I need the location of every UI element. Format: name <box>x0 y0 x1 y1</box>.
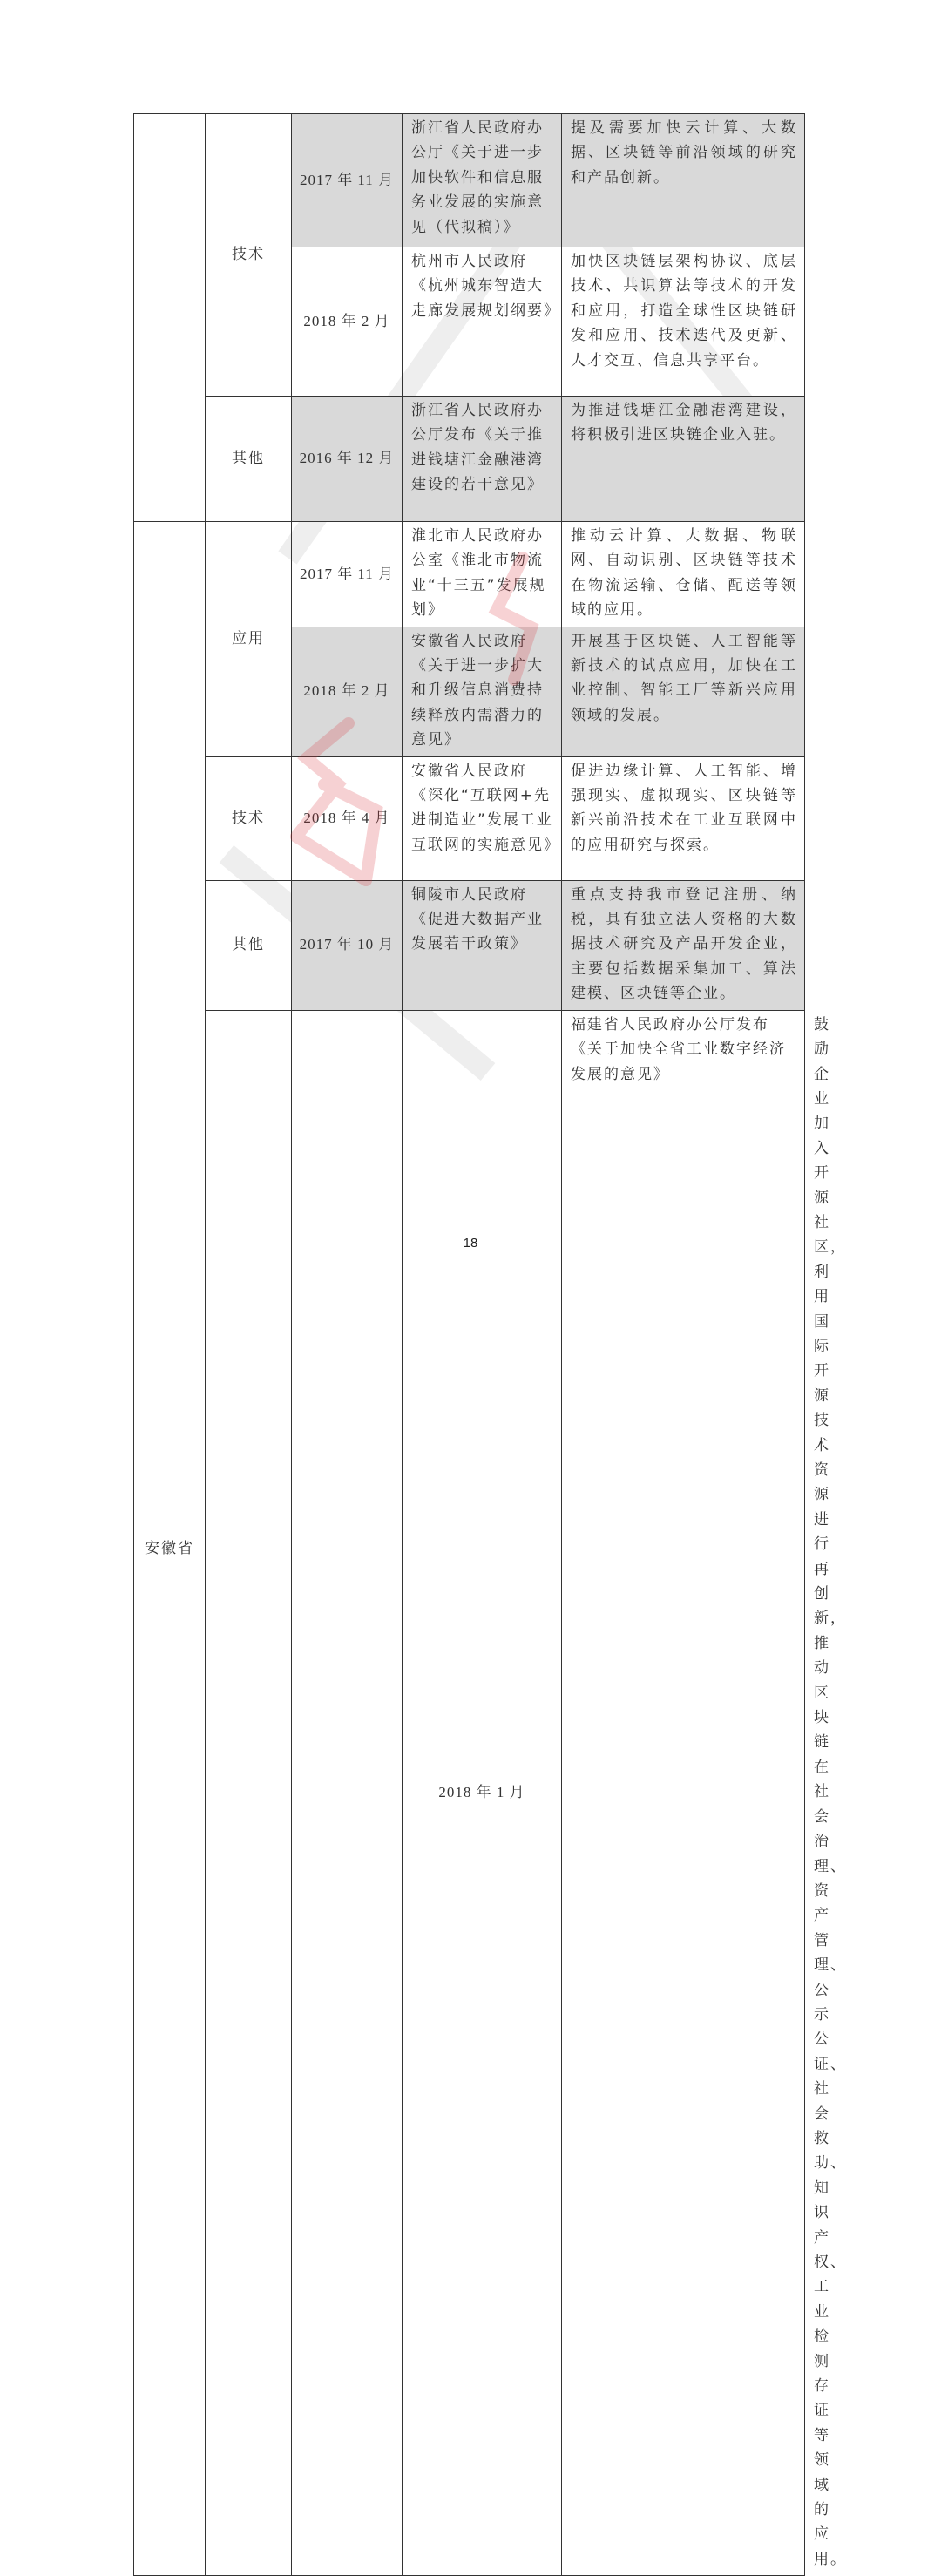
content-cell: 促进边缘计算、人工智能、增强现实、虚拟现实、区块链等新兴前沿技术在工业互联网中的应用研究与探索。 <box>562 756 805 880</box>
table-row <box>134 522 805 627</box>
table-row <box>134 756 805 880</box>
category-cell: 技术 <box>206 756 292 880</box>
region-cell <box>134 114 206 522</box>
date-cell: 2018 年 2 月 <box>292 247 403 397</box>
category-cell: 应用 <box>206 522 292 757</box>
page-number: 18 <box>463 1236 478 1251</box>
content-cell: 加快区块链层架构协议、底层技术、共识算法等技术的开发和应用，打造全球性区块链研发和应用、技术迭代及更新、人才交互、信息共享平台。 <box>562 247 805 397</box>
document-cell: 福建省人民政府办公厅发布《关于加快全省工业数字经济发展的意见》 <box>562 1010 805 2576</box>
table-row <box>134 114 805 247</box>
date-cell: 2018 年 2 月 <box>292 627 403 756</box>
document-cell: 安徽省人民政府《关于进一步扩大和升级信息消费持续释放内需潜力的意见》 <box>403 627 562 756</box>
content-cell: 推动云计算、大数据、物联网、自动识别、区块链等技术在物流运输、仓储、配送等领域的应用。 <box>562 522 805 627</box>
category-cell: 其他 <box>206 397 292 522</box>
content-cell: 开展基于区块链、人工智能等新技术的试点应用，加快在工业控制、智能工厂等新兴应用领域的发展。 <box>562 627 805 756</box>
document-cell: 浙江省人民政府办公厅《关于进一步加快软件和信息服务业发展的实施意见（代拟稿）》 <box>403 114 562 247</box>
document-cell: 浙江省人民政府办公厅发布《关于推进钱塘江金融港湾建设的若干意见》 <box>403 397 562 522</box>
category-cell: 其他 <box>206 880 292 1010</box>
category-cell: 技术 <box>206 114 292 397</box>
content-cell: 为推进钱塘江金融港湾建设，将积极引进区块链企业入驻。 <box>562 397 805 522</box>
document-cell: 铜陵市人民政府《促进大数据产业发展若干政策》 <box>403 880 562 1010</box>
table-row <box>134 397 805 522</box>
table-row: 2018 年 1 月 福建省人民政府办公厅发布《关于加快全省工业数字经济发展的意见》 鼓励企业加入开源社区，利用国际开源技术资源进行再创新，推动区块链在社会治理、资产管理、公示公证、社会救助、知识产权、工业检测存证等领域的应用。 <box>134 1010 805 2576</box>
content-cell: 提及需要加快云计算、大数据、区块链等前沿领域的研究和产品创新。 <box>562 114 805 247</box>
date-cell: 2017 年 11 月 <box>292 114 403 247</box>
date-cell: 2017 年 11 月 <box>292 522 403 627</box>
region-cell-anhui: 安徽省 <box>134 522 206 2576</box>
document-cell: 杭州市人民政府《杭州城东智造大走廊发展规划纲要》 <box>403 247 562 397</box>
date-cell: 2017 年 10 月 <box>292 880 403 1010</box>
table-row <box>134 880 805 1010</box>
document-cell: 淮北市人民政府办公室《淮北市物流业“十三五”发展规划》 <box>403 522 562 627</box>
policy-table <box>133 113 847 2576</box>
document-cell: 安徽省人民政府《深化“互联网+先进制造业”发展工业互联网的实施意见》 <box>403 756 562 880</box>
date-cell: 2018 年 4 月 <box>292 756 403 880</box>
content-cell: 重点支持我市登记注册、纳税，具有独立法人资格的大数据技术研究及产品开发企业，主要包括数据采集加工、算法建模、区块链等企业。 <box>562 880 805 1010</box>
date-cell: 2016 年 12 月 <box>292 397 403 522</box>
date-cell: 2018 年 1 月 <box>403 1010 562 2576</box>
